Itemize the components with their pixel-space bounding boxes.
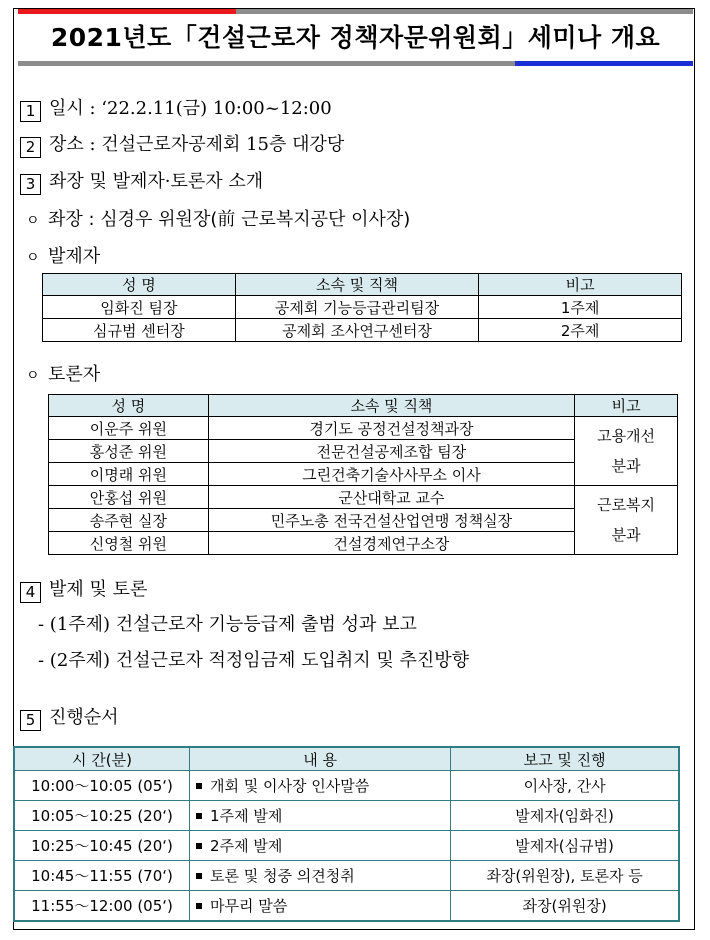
- time-cell: 10:45～11:55 (70‘): [14, 861, 190, 891]
- section-date: [20, 96, 332, 122]
- table-cell: 그린건축기술사사무소 이사: [208, 463, 574, 486]
- time-cell: 10:05～10:25 (20‘): [14, 801, 190, 831]
- square-bullet-icon: [196, 813, 202, 819]
- table-row: [14, 801, 679, 831]
- chair-text: 좌장 : 심경우 위원장(前 근로복지공단 이사장): [48, 209, 411, 230]
- bullet-icon: ㅇ: [26, 368, 40, 384]
- table-cell: 이명래 위원: [49, 463, 209, 486]
- table-header-row: [49, 395, 678, 417]
- content-cell: [190, 861, 451, 891]
- table-header-row: [14, 747, 679, 771]
- section-text: 진행순서: [49, 707, 119, 728]
- content-text: 토론 및 청중 의견청취: [210, 867, 355, 885]
- page-title: 2021년도「건설근로자 정책자문위원회」세미나 개요: [50, 23, 661, 52]
- time-cell: 10:00～10:05 (05‘): [14, 771, 190, 801]
- chair-line: [26, 207, 410, 234]
- table-cell: 공제회 기능등급관리팀장: [235, 296, 479, 319]
- content-cell: [190, 891, 451, 922]
- table-cell: 경기도 공정건설정책과장: [208, 417, 574, 440]
- table-row: [14, 771, 679, 801]
- square-bullet-icon: [196, 843, 202, 849]
- lead-cell: 좌장(위원장): [451, 891, 679, 922]
- section-intro: [20, 169, 263, 195]
- topic-1: - (1주제) 건설근로자 기능등급제 출범 성과 보고: [38, 614, 417, 635]
- bullet-icon: ㅇ: [26, 250, 40, 266]
- square-bullet-icon: [196, 903, 202, 909]
- column-header: 비고: [479, 274, 682, 296]
- table-cell: 군산대학교 교수: [208, 486, 574, 509]
- discussants-heading: [26, 362, 100, 389]
- discussants-table: [48, 394, 678, 555]
- content-text: 개회 및 이사장 인사말씀: [210, 777, 370, 795]
- schedule-table: [13, 746, 680, 922]
- lead-cell: 이사장, 간사: [451, 771, 679, 801]
- table-row: [49, 417, 678, 440]
- content-text: 1주제 발제: [210, 807, 283, 825]
- section-text: 장소 : 건설근로자공제회 15층 대강당: [49, 134, 345, 155]
- table-cell: 안홍섭 위원: [49, 486, 209, 509]
- column-header: 소속 및 직책: [208, 395, 574, 417]
- table-cell: 전문건설공제조합 팀장: [208, 440, 574, 463]
- presenters-table: [42, 273, 682, 342]
- content-text: 마무리 말씀: [210, 897, 288, 915]
- column-header: 비고: [575, 395, 678, 417]
- square-bullet-icon: [196, 783, 202, 789]
- discussants-heading-text: 토론자: [48, 364, 101, 385]
- content-text: 2주제 발제: [210, 837, 283, 855]
- time-cell: 10:25～10:45 (20‘): [14, 831, 190, 861]
- table-cell: 2주제: [479, 319, 682, 342]
- section-schedule: [20, 705, 119, 731]
- lead-cell: 발제자(임화진): [451, 801, 679, 831]
- column-header: 내 용: [190, 747, 451, 771]
- lead-cell: 발제자(심규범): [451, 831, 679, 861]
- content-cell: [190, 771, 451, 801]
- table-row: [49, 486, 678, 509]
- table-cell: 임화진 팀장: [43, 296, 236, 319]
- column-header: 소속 및 직책: [235, 274, 479, 296]
- table-row: [14, 861, 679, 891]
- content-cell: [190, 801, 451, 831]
- time-cell: 11:55～12:00 (05‘): [14, 891, 190, 922]
- group-cell: 근로복지 분과: [575, 486, 678, 555]
- title-top-rule: [18, 9, 693, 14]
- section-place: [20, 132, 344, 158]
- table-cell: 공제회 조사연구센터장: [235, 319, 479, 342]
- title-bottom-rule: [18, 61, 693, 66]
- table-cell: 이운주 위원: [49, 417, 209, 440]
- lead-cell: 좌장(위원장), 토론자 등: [451, 861, 679, 891]
- table-row: [14, 891, 679, 922]
- topic-2: - (2주제) 건설근로자 적정임금제 도입취지 및 추진방향: [38, 650, 470, 671]
- presenters-heading: [26, 244, 100, 271]
- table-cell: 신영철 위원: [49, 532, 209, 555]
- section-number: 5: [20, 710, 41, 731]
- table-header-row: [43, 274, 682, 296]
- content-cell: [190, 831, 451, 861]
- section-number: 2: [20, 137, 41, 158]
- table-row: [14, 831, 679, 861]
- group-cell: 고용개선 분과: [575, 417, 678, 486]
- section-text: 발제 및 토론: [49, 579, 148, 600]
- square-bullet-icon: [196, 873, 202, 879]
- column-header: 성 명: [49, 395, 209, 417]
- section-number: 4: [20, 582, 41, 603]
- bullet-icon: ㅇ: [26, 213, 40, 229]
- table-cell: 송주현 실장: [49, 509, 209, 532]
- table-row: [43, 319, 682, 342]
- title-bottom-rule-accent: [515, 61, 693, 66]
- section-topics: [20, 577, 147, 603]
- table-cell: 민주노총 전국건설산업연맹 정책실장: [208, 509, 574, 532]
- column-header: 보고 및 진행: [451, 747, 679, 771]
- column-header: 시 간(분): [14, 747, 190, 771]
- section-number: 1: [20, 101, 41, 122]
- section-text: 일시 : ‘22.2.11(금) 10:00~12:00: [49, 98, 332, 119]
- table-cell: 홍성준 위원: [49, 440, 209, 463]
- section-number: 3: [20, 174, 41, 195]
- presenters-heading-text: 발제자: [48, 246, 101, 267]
- column-header: 성 명: [43, 274, 236, 296]
- table-cell: 심규범 센터장: [43, 319, 236, 342]
- table-row: [43, 296, 682, 319]
- section-text: 좌장 및 발제자·토론자 소개: [49, 171, 264, 192]
- table-cell: 건설경제연구소장: [208, 532, 574, 555]
- table-cell: 1주제: [479, 296, 682, 319]
- title-top-rule-accent: [18, 9, 236, 14]
